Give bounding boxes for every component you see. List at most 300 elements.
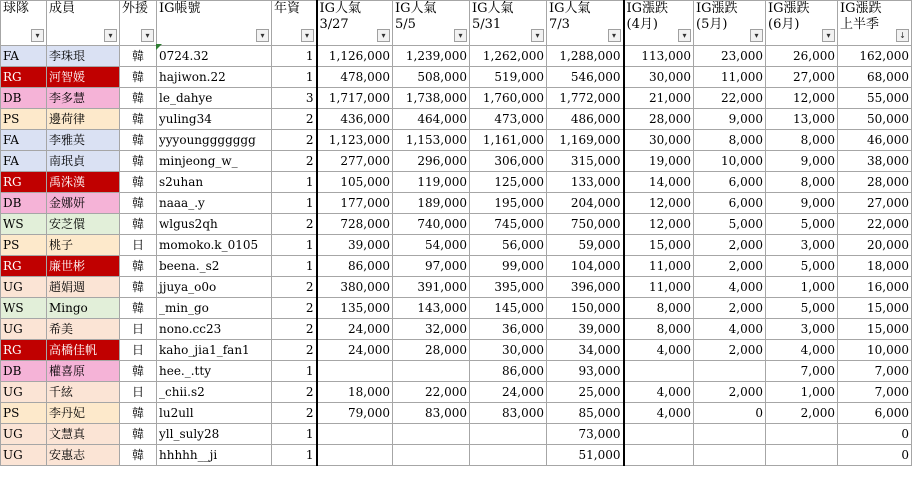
followers-cell[interactable]: 315,000 <box>547 151 624 172</box>
account-cell[interactable]: 0724.32 <box>157 46 272 67</box>
followers-cell[interactable]: 740,000 <box>393 214 470 235</box>
change-cell[interactable]: 4,000 <box>624 340 694 361</box>
followers-cell[interactable]: 73,000 <box>547 424 624 445</box>
change-cell[interactable]: 8,000 <box>624 319 694 340</box>
change-cell[interactable]: 8,000 <box>624 298 694 319</box>
followers-cell[interactable]: 1,738,000 <box>393 88 470 109</box>
followers-cell[interactable]: 546,000 <box>547 67 624 88</box>
followers-cell[interactable] <box>393 445 470 466</box>
followers-cell[interactable]: 25,000 <box>547 382 624 403</box>
followers-cell[interactable]: 486,000 <box>547 109 624 130</box>
seniority-cell[interactable]: 2 <box>272 151 317 172</box>
header-ig-followers-0703 <box>547 1 624 46</box>
change-cell[interactable]: 16,000 <box>838 277 912 298</box>
seniority-cell[interactable]: 1 <box>272 193 317 214</box>
header-ig-change-may <box>694 1 766 46</box>
team-cell[interactable]: PS <box>1 235 47 256</box>
change-cell[interactable]: 6,000 <box>694 193 766 214</box>
foreign-cell[interactable]: 韓 <box>120 46 157 67</box>
header-team <box>1 1 47 46</box>
foreign-cell[interactable]: 韓 <box>120 361 157 382</box>
dropdown-arrow-icon[interactable]: ▾ <box>104 29 117 42</box>
change-cell[interactable]: 22,000 <box>694 88 766 109</box>
member-cell[interactable]: 趙娟週 <box>47 277 120 298</box>
change-cell[interactable]: 2,000 <box>694 256 766 277</box>
change-cell[interactable]: 20,000 <box>838 235 912 256</box>
team-cell[interactable]: DB <box>1 88 47 109</box>
header-sublabel: 上半季 <box>840 17 880 32</box>
followers-cell[interactable] <box>317 361 393 382</box>
followers-cell[interactable]: 508,000 <box>393 67 470 88</box>
followers-cell[interactable]: 1,288,000 <box>547 46 624 67</box>
account-cell[interactable]: yuling34 <box>157 109 272 130</box>
change-cell[interactable]: 4,000 <box>624 403 694 424</box>
followers-cell[interactable] <box>393 424 470 445</box>
account-cell[interactable]: _chii.s2 <box>157 382 272 403</box>
followers-cell[interactable]: 24,000 <box>470 382 547 403</box>
followers-cell[interactable]: 104,000 <box>547 256 624 277</box>
table-row <box>1 277 912 298</box>
member-cell[interactable]: 河智媛 <box>47 67 120 88</box>
account-cell[interactable]: yyyounggggggg <box>157 130 272 151</box>
change-cell[interactable]: 162,000 <box>838 46 912 67</box>
followers-cell[interactable]: 51,000 <box>547 445 624 466</box>
followers-cell[interactable]: 83,000 <box>393 403 470 424</box>
header-label: 外援 <box>122 1 149 16</box>
team-cell[interactable]: FA <box>1 46 47 67</box>
change-cell[interactable]: 3,000 <box>766 319 838 340</box>
followers-cell[interactable]: 85,000 <box>547 403 624 424</box>
followers-cell[interactable]: 135,000 <box>317 298 393 319</box>
change-cell[interactable]: 9,000 <box>766 193 838 214</box>
account-cell[interactable]: _min_go <box>157 298 272 319</box>
seniority-cell[interactable]: 2 <box>272 130 317 151</box>
change-cell[interactable]: 50,000 <box>838 109 912 130</box>
followers-cell[interactable]: 24,000 <box>317 319 393 340</box>
account-cell[interactable]: s2uhan <box>157 172 272 193</box>
account-cell[interactable]: momoko.k_0105 <box>157 235 272 256</box>
change-cell[interactable]: 9,000 <box>766 151 838 172</box>
dropdown-arrow-icon[interactable]: ▾ <box>377 29 390 42</box>
followers-cell[interactable]: 34,000 <box>547 340 624 361</box>
member-cell[interactable]: 禹洙漢 <box>47 172 120 193</box>
followers-cell[interactable]: 396,000 <box>547 277 624 298</box>
seniority-cell[interactable]: 1 <box>272 46 317 67</box>
change-cell[interactable]: 12,000 <box>624 193 694 214</box>
table-row <box>1 445 912 466</box>
account-cell[interactable]: lu2ull <box>157 403 272 424</box>
followers-cell[interactable] <box>317 445 393 466</box>
change-cell[interactable] <box>694 424 766 445</box>
change-cell[interactable]: 15,000 <box>624 235 694 256</box>
followers-cell[interactable]: 18,000 <box>317 382 393 403</box>
member-cell[interactable]: 高橋佳帆 <box>47 340 120 361</box>
followers-cell[interactable]: 380,000 <box>317 277 393 298</box>
followers-cell[interactable]: 54,000 <box>393 235 470 256</box>
foreign-cell[interactable]: 日 <box>120 382 157 403</box>
change-cell[interactable]: 27,000 <box>766 67 838 88</box>
member-cell[interactable]: 廉世彬 <box>47 256 120 277</box>
change-cell[interactable]: 9,000 <box>694 109 766 130</box>
followers-cell[interactable]: 745,000 <box>470 214 547 235</box>
followers-cell[interactable]: 750,000 <box>547 214 624 235</box>
followers-cell[interactable]: 391,000 <box>393 277 470 298</box>
change-cell[interactable]: 4,000 <box>766 340 838 361</box>
followers-cell[interactable]: 277,000 <box>317 151 393 172</box>
foreign-cell[interactable]: 韓 <box>120 256 157 277</box>
change-cell[interactable] <box>624 424 694 445</box>
header-sublabel: (5月) <box>696 17 728 32</box>
change-cell[interactable]: 113,000 <box>624 46 694 67</box>
member-cell[interactable]: 希美 <box>47 319 120 340</box>
account-cell[interactable]: hhhhh__ji <box>157 445 272 466</box>
followers-cell[interactable]: 1,123,000 <box>317 130 393 151</box>
team-cell[interactable]: RG <box>1 340 47 361</box>
change-cell[interactable]: 0 <box>694 403 766 424</box>
team-cell[interactable]: UG <box>1 319 47 340</box>
followers-cell[interactable]: 83,000 <box>470 403 547 424</box>
change-cell[interactable]: 11,000 <box>624 256 694 277</box>
change-cell[interactable] <box>624 445 694 466</box>
followers-cell[interactable]: 195,000 <box>470 193 547 214</box>
change-cell[interactable]: 8,000 <box>766 130 838 151</box>
change-cell[interactable]: 5,000 <box>766 214 838 235</box>
team-cell[interactable]: UG <box>1 277 47 298</box>
followers-cell[interactable]: 143,000 <box>393 298 470 319</box>
member-cell[interactable]: 李雅英 <box>47 130 120 151</box>
change-cell[interactable]: 7,000 <box>766 361 838 382</box>
change-cell[interactable]: 10,000 <box>694 151 766 172</box>
foreign-cell[interactable]: 韓 <box>120 109 157 130</box>
change-cell[interactable]: 5,000 <box>766 298 838 319</box>
followers-cell[interactable]: 97,000 <box>393 256 470 277</box>
followers-cell[interactable]: 99,000 <box>470 256 547 277</box>
member-cell[interactable]: 安芝儇 <box>47 214 120 235</box>
followers-cell[interactable]: 177,000 <box>317 193 393 214</box>
account-cell[interactable]: le_dahye <box>157 88 272 109</box>
followers-cell[interactable]: 28,000 <box>393 340 470 361</box>
account-cell[interactable]: kaho_jia1_fan1 <box>157 340 272 361</box>
header-seniority <box>272 1 317 46</box>
followers-cell[interactable]: 473,000 <box>470 109 547 130</box>
change-cell[interactable]: 11,000 <box>624 277 694 298</box>
change-cell[interactable] <box>694 361 766 382</box>
change-cell[interactable]: 30,000 <box>624 130 694 151</box>
followers-cell[interactable]: 150,000 <box>547 298 624 319</box>
change-cell[interactable]: 0 <box>838 424 912 445</box>
change-cell[interactable]: 19,000 <box>624 151 694 172</box>
followers-cell[interactable]: 1,161,000 <box>470 130 547 151</box>
seniority-cell[interactable]: 1 <box>272 361 317 382</box>
foreign-cell[interactable]: 韓 <box>120 88 157 109</box>
foreign-cell[interactable]: 韓 <box>120 130 157 151</box>
seniority-cell[interactable]: 1 <box>272 235 317 256</box>
table-row <box>1 298 912 319</box>
dropdown-arrow-icon[interactable]: ▾ <box>531 29 544 42</box>
team-cell[interactable]: FA <box>1 151 47 172</box>
dropdown-arrow-icon[interactable]: ▾ <box>454 29 467 42</box>
team-cell[interactable]: RG <box>1 172 47 193</box>
followers-cell[interactable]: 1,760,000 <box>470 88 547 109</box>
seniority-cell[interactable]: 3 <box>272 88 317 109</box>
seniority-cell[interactable]: 2 <box>272 403 317 424</box>
member-cell[interactable]: 李珠珢 <box>47 46 120 67</box>
header-label: IG漲跌 <box>696 1 738 16</box>
change-cell[interactable]: 18,000 <box>838 256 912 277</box>
member-cell[interactable]: 千絃 <box>47 382 120 403</box>
change-cell[interactable] <box>694 445 766 466</box>
change-cell[interactable]: 4,000 <box>694 319 766 340</box>
followers-cell[interactable]: 30,000 <box>470 340 547 361</box>
dropdown-arrow-icon[interactable]: ▾ <box>750 29 763 42</box>
change-cell[interactable]: 15,000 <box>838 319 912 340</box>
header-foreign <box>120 1 157 46</box>
account-cell[interactable]: hee._.tty <box>157 361 272 382</box>
header-ig-change-first-half <box>838 1 912 46</box>
foreign-cell[interactable]: 韓 <box>120 193 157 214</box>
followers-cell[interactable]: 204,000 <box>547 193 624 214</box>
followers-cell[interactable] <box>317 424 393 445</box>
seniority-cell[interactable]: 2 <box>272 298 317 319</box>
table-row <box>1 151 912 172</box>
foreign-cell[interactable]: 韓 <box>120 277 157 298</box>
change-cell[interactable]: 2,000 <box>766 403 838 424</box>
change-cell[interactable]: 68,000 <box>838 67 912 88</box>
change-cell[interactable]: 2,000 <box>694 298 766 319</box>
followers-cell[interactable]: 39,000 <box>547 319 624 340</box>
sort-descending-icon[interactable]: ↓ <box>896 29 909 42</box>
account-cell[interactable]: hajiwon.22 <box>157 67 272 88</box>
member-cell[interactable]: 桃子 <box>47 235 120 256</box>
seniority-cell[interactable]: 1 <box>272 172 317 193</box>
seniority-cell[interactable]: 2 <box>272 277 317 298</box>
followers-cell[interactable]: 79,000 <box>317 403 393 424</box>
member-cell[interactable]: 金娜妍 <box>47 193 120 214</box>
followers-cell[interactable]: 125,000 <box>470 172 547 193</box>
followers-cell[interactable]: 105,000 <box>317 172 393 193</box>
table-row <box>1 235 912 256</box>
seniority-cell[interactable]: 2 <box>272 109 317 130</box>
change-cell[interactable]: 5,000 <box>694 214 766 235</box>
followers-cell[interactable]: 1,772,000 <box>547 88 624 109</box>
change-cell[interactable]: 8,000 <box>766 172 838 193</box>
change-cell[interactable]: 4,000 <box>694 277 766 298</box>
seniority-cell[interactable]: 1 <box>272 445 317 466</box>
header-label: 年資 <box>274 1 301 16</box>
change-cell[interactable]: 1,000 <box>766 382 838 403</box>
change-cell[interactable]: 27,000 <box>838 193 912 214</box>
account-cell[interactable]: jjuya_o0o <box>157 277 272 298</box>
followers-cell[interactable]: 86,000 <box>317 256 393 277</box>
followers-cell[interactable] <box>470 424 547 445</box>
table-row <box>1 88 912 109</box>
change-cell[interactable]: 5,000 <box>766 256 838 277</box>
team-cell[interactable]: FA <box>1 130 47 151</box>
change-cell[interactable]: 55,000 <box>838 88 912 109</box>
header-label: IG人氣 <box>549 1 591 16</box>
header-label: IG漲跌 <box>768 1 810 16</box>
change-cell[interactable]: 4,000 <box>624 382 694 403</box>
seniority-cell[interactable]: 2 <box>272 214 317 235</box>
foreign-cell[interactable]: 韓 <box>120 172 157 193</box>
change-cell[interactable]: 8,000 <box>694 130 766 151</box>
followers-cell[interactable]: 22,000 <box>393 382 470 403</box>
followers-cell[interactable]: 56,000 <box>470 235 547 256</box>
followers-cell[interactable]: 145,000 <box>470 298 547 319</box>
team-cell[interactable]: WS <box>1 298 47 319</box>
change-cell[interactable]: 30,000 <box>624 67 694 88</box>
change-cell[interactable]: 6,000 <box>838 403 912 424</box>
change-cell[interactable]: 14,000 <box>624 172 694 193</box>
team-cell[interactable]: DB <box>1 361 47 382</box>
table-row <box>1 403 912 424</box>
followers-cell[interactable]: 519,000 <box>470 67 547 88</box>
followers-cell[interactable]: 728,000 <box>317 214 393 235</box>
change-cell[interactable]: 3,000 <box>766 235 838 256</box>
dropdown-arrow-icon[interactable]: ▾ <box>608 29 621 42</box>
change-cell[interactable]: 22,000 <box>838 214 912 235</box>
dropdown-arrow-icon[interactable]: ▾ <box>678 29 691 42</box>
followers-cell[interactable]: 296,000 <box>393 151 470 172</box>
change-cell[interactable]: 26,000 <box>766 46 838 67</box>
followers-cell[interactable]: 1,169,000 <box>547 130 624 151</box>
change-cell[interactable]: 46,000 <box>838 130 912 151</box>
foreign-cell[interactable]: 韓 <box>120 67 157 88</box>
seniority-cell[interactable]: 2 <box>272 319 317 340</box>
member-cell[interactable]: 邊荷律 <box>47 109 120 130</box>
foreign-cell[interactable]: 韓 <box>120 403 157 424</box>
dropdown-arrow-icon[interactable]: ▾ <box>822 29 835 42</box>
header-label: IG漲跌 <box>840 1 882 16</box>
followers-cell[interactable]: 39,000 <box>317 235 393 256</box>
change-cell[interactable]: 2,000 <box>694 235 766 256</box>
followers-cell[interactable]: 24,000 <box>317 340 393 361</box>
followers-cell[interactable]: 306,000 <box>470 151 547 172</box>
team-cell[interactable]: PS <box>1 403 47 424</box>
account-cell[interactable]: naaa_.y <box>157 193 272 214</box>
team-cell[interactable]: UG <box>1 424 47 445</box>
team-cell[interactable]: RG <box>1 67 47 88</box>
change-cell[interactable] <box>766 445 838 466</box>
change-cell[interactable]: 0 <box>838 445 912 466</box>
followers-cell[interactable]: 133,000 <box>547 172 624 193</box>
member-cell[interactable]: 安惠志 <box>47 445 120 466</box>
followers-cell[interactable]: 93,000 <box>547 361 624 382</box>
foreign-cell[interactable]: 日 <box>120 340 157 361</box>
team-cell[interactable]: UG <box>1 445 47 466</box>
foreign-cell[interactable]: 韓 <box>120 424 157 445</box>
change-cell[interactable]: 7,000 <box>838 382 912 403</box>
seniority-cell[interactable]: 1 <box>272 67 317 88</box>
member-cell[interactable]: 文慧真 <box>47 424 120 445</box>
filter-active-icon[interactable]: ▾ <box>141 29 154 42</box>
account-cell[interactable]: minjeong_w_ <box>157 151 272 172</box>
seniority-cell[interactable]: 1 <box>272 424 317 445</box>
account-cell[interactable]: wlgus2qh <box>157 214 272 235</box>
followers-cell[interactable]: 32,000 <box>393 319 470 340</box>
team-cell[interactable]: UG <box>1 382 47 403</box>
change-cell[interactable]: 2,000 <box>694 340 766 361</box>
team-cell[interactable]: PS <box>1 109 47 130</box>
change-cell[interactable]: 21,000 <box>624 88 694 109</box>
followers-cell[interactable] <box>470 445 547 466</box>
member-cell[interactable]: Mingo <box>47 298 120 319</box>
followers-cell[interactable]: 464,000 <box>393 109 470 130</box>
change-cell[interactable]: 12,000 <box>766 88 838 109</box>
header-sublabel: (4月) <box>626 17 658 32</box>
change-cell[interactable]: 13,000 <box>766 109 838 130</box>
followers-cell[interactable] <box>393 361 470 382</box>
followers-cell[interactable]: 1,126,000 <box>317 46 393 67</box>
foreign-cell[interactable]: 韓 <box>120 298 157 319</box>
followers-cell[interactable]: 1,153,000 <box>393 130 470 151</box>
followers-cell[interactable]: 86,000 <box>470 361 547 382</box>
account-cell[interactable]: nono.cc23 <box>157 319 272 340</box>
foreign-cell[interactable]: 韓 <box>120 445 157 466</box>
dropdown-arrow-icon[interactable]: ▾ <box>256 29 269 42</box>
team-cell[interactable]: DB <box>1 193 47 214</box>
change-cell[interactable] <box>624 361 694 382</box>
table-row <box>1 172 912 193</box>
foreign-cell[interactable]: 日 <box>120 235 157 256</box>
change-cell[interactable]: 15,000 <box>838 298 912 319</box>
seniority-cell[interactable]: 2 <box>272 382 317 403</box>
followers-cell[interactable]: 36,000 <box>470 319 547 340</box>
table-row <box>1 319 912 340</box>
change-cell[interactable]: 1,000 <box>766 277 838 298</box>
followers-cell[interactable]: 59,000 <box>547 235 624 256</box>
header-ig-followers-0505 <box>393 1 470 46</box>
change-cell[interactable]: 12,000 <box>624 214 694 235</box>
followers-cell[interactable]: 436,000 <box>317 109 393 130</box>
change-cell[interactable]: 10,000 <box>838 340 912 361</box>
foreign-cell[interactable]: 日 <box>120 319 157 340</box>
change-cell[interactable]: 38,000 <box>838 151 912 172</box>
change-cell[interactable]: 28,000 <box>624 109 694 130</box>
account-cell[interactable]: yll_suly28 <box>157 424 272 445</box>
header-label: 成員 <box>49 1 76 16</box>
change-cell[interactable]: 2,000 <box>694 382 766 403</box>
change-cell[interactable]: 11,000 <box>694 67 766 88</box>
seniority-cell[interactable]: 1 <box>272 256 317 277</box>
change-cell[interactable]: 23,000 <box>694 46 766 67</box>
member-cell[interactable]: 南珉貞 <box>47 151 120 172</box>
filter-active-icon[interactable]: ▾ <box>31 29 44 42</box>
dropdown-arrow-icon[interactable]: ▾ <box>301 29 314 42</box>
team-cell[interactable]: RG <box>1 256 47 277</box>
member-cell[interactable]: 李丹妃 <box>47 403 120 424</box>
followers-cell[interactable]: 395,000 <box>470 277 547 298</box>
account-cell[interactable]: beena._s2 <box>157 256 272 277</box>
foreign-cell[interactable]: 韓 <box>120 151 157 172</box>
team-cell[interactable]: WS <box>1 214 47 235</box>
table-row <box>1 256 912 277</box>
followers-cell[interactable]: 1,262,000 <box>470 46 547 67</box>
followers-cell[interactable]: 1,239,000 <box>393 46 470 67</box>
change-cell[interactable]: 7,000 <box>838 361 912 382</box>
change-cell[interactable]: 28,000 <box>838 172 912 193</box>
foreign-cell[interactable]: 韓 <box>120 214 157 235</box>
member-cell[interactable]: 李多慧 <box>47 88 120 109</box>
seniority-cell[interactable]: 2 <box>272 340 317 361</box>
member-cell[interactable]: 權喜原 <box>47 361 120 382</box>
change-cell[interactable] <box>766 424 838 445</box>
change-cell[interactable]: 6,000 <box>694 172 766 193</box>
followers-cell[interactable]: 189,000 <box>393 193 470 214</box>
followers-cell[interactable]: 119,000 <box>393 172 470 193</box>
followers-cell[interactable]: 478,000 <box>317 67 393 88</box>
followers-cell[interactable]: 1,717,000 <box>317 88 393 109</box>
